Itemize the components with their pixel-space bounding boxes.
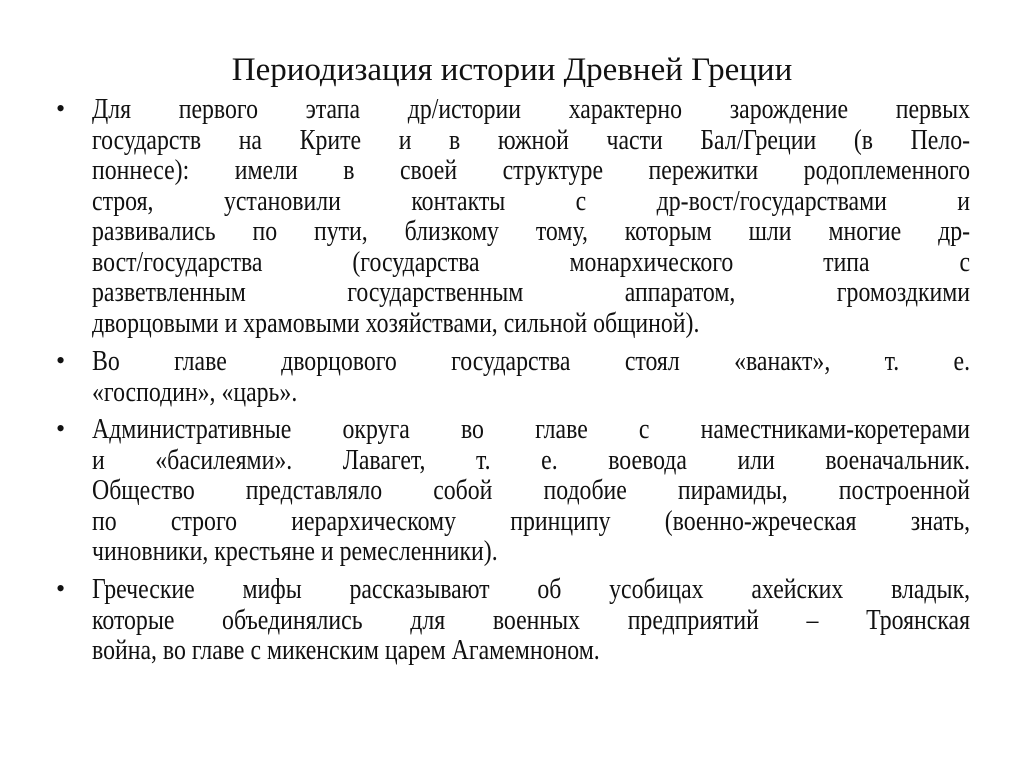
bullet-text-line: по строго иерархическому принципу (военно-жреческая знать, [92,505,971,537]
bullet-text-line: война, во главе с микенским царем Агамемноном. [92,635,600,666]
bullet-text-line: строя, установили контакты с др-вост/государствами и [92,185,971,217]
bullet-text-line: Во главе дворцового государства стоял «ванакт», т. е. [92,346,971,377]
bullet-text-line: вост/государства (государства монархического типа с [92,246,971,278]
bullet-text-line: государств на Крите и в южной части Бал/Греции (в Пело- [92,124,971,156]
bullet-text-line: Административные округа во главе с наместниками-коретерами [92,414,971,445]
bullet-text-line: «господин», «царь». [92,376,298,408]
bullet-icon: • [56,414,66,443]
bullet-text-line: развивались по пути, близкому тому, которым шли многие др- [92,216,971,247]
bullet-icon: • [56,574,66,603]
bullet-text-line: поннесе): имели в своей структуре пережитки родоплеменного [92,155,971,186]
bullet-text-line: чиновники, крестьяне и ремесленники). [92,536,498,567]
bullet-icon: • [56,346,66,375]
bullet-text-line: которые объединялись для военных предприятий – Троянская [92,604,971,636]
bullet-text-line: разветвленным государственным аппаратом, громоздкими [92,277,971,308]
bullet-text-line: Общество представляло собой подобие пирамиды, построенной [92,475,971,506]
slide-title: Периодизация истории Древней Греции [231,52,793,88]
bullet-text-line: Греческие мифы рассказывают об усобицах ахейских владык, [92,574,971,605]
bullet-text-line: дворцовыми и храмовыми хозяйствами, сильной общиной). [92,307,700,339]
bullet-text-line: Для первого этапа др/истории характерно зарождение первых [92,94,971,125]
bullet-text-line: и «басилеями». Лавагет, т. е. воевода или военачальник. [92,444,971,476]
bullet-icon: • [56,94,66,123]
